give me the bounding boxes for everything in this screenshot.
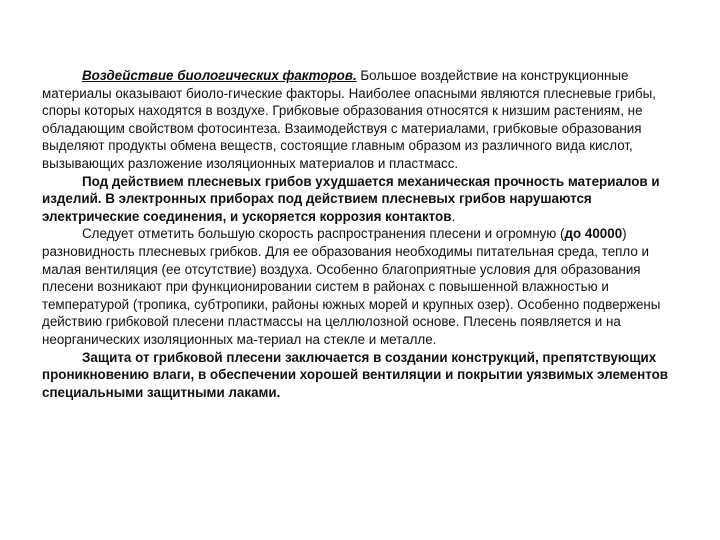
bold-count: до 40000 <box>564 226 623 242</box>
paragraph-mold-effects <box>42 173 676 226</box>
paragraph-text-after: ) разновидность плесневых грибков. Для ее образования необходимы питательная среда, тепло и малая вентиляция (ее отсутствие) воздуха. Особенно благоприятные условия для образования плесени возникают при функционировании систем в районах с повышенной влажностью и температурой (тропика, субтропики, районы южных морей и крупных озер). Особенно подвержены действию грибковой плесени пластмассы на целлюлозной основе. Плесень появляется и на неорганических изоляционных ма-териал на стекле и металле. <box>42 226 661 347</box>
paragraph-mold-spread <box>42 225 676 348</box>
paragraph-biological-factors <box>42 67 676 173</box>
bold-statement: Под действием плесневых грибов ухудшается механическая прочность материалов и изделий. В электронных приборах под действием плесневых грибов нарушаются электрические соединения, и ускоряется коррозия контактов <box>42 173 660 224</box>
paragraph-text: Большое воздействие на конструкционные материалы оказывают биоло-гические факторы. Наиболее опасными являются плесневые грибы, споры которых находятся в воздухе. Грибковые образования относятся к низшим растениям, не обладающим свойством фотосинтеза. Взаимодействуя с материалами, грибковые образования выделяют продукты обмена веществ, состоящие главным образом из различного вида кислот, вызывающих разложение изоляционных материалов и пластмасс. <box>42 68 656 171</box>
document-page <box>42 67 676 401</box>
paragraph-text-before: Следует отметить большую скорость распространения плесени и огромную ( <box>82 226 565 242</box>
bold-conclusion: Защита от грибковой плесени заключается в создании конструкций, препятствующих проникновению влаги, в обеспечении хорошей вентиляции и покрытии уязвимых элементов специальными защитными лаками. <box>42 349 669 400</box>
paragraph-protection <box>42 349 676 402</box>
section-heading: Воздействие биологических факторов. <box>82 68 357 83</box>
paragraph-tail: . <box>451 208 456 224</box>
